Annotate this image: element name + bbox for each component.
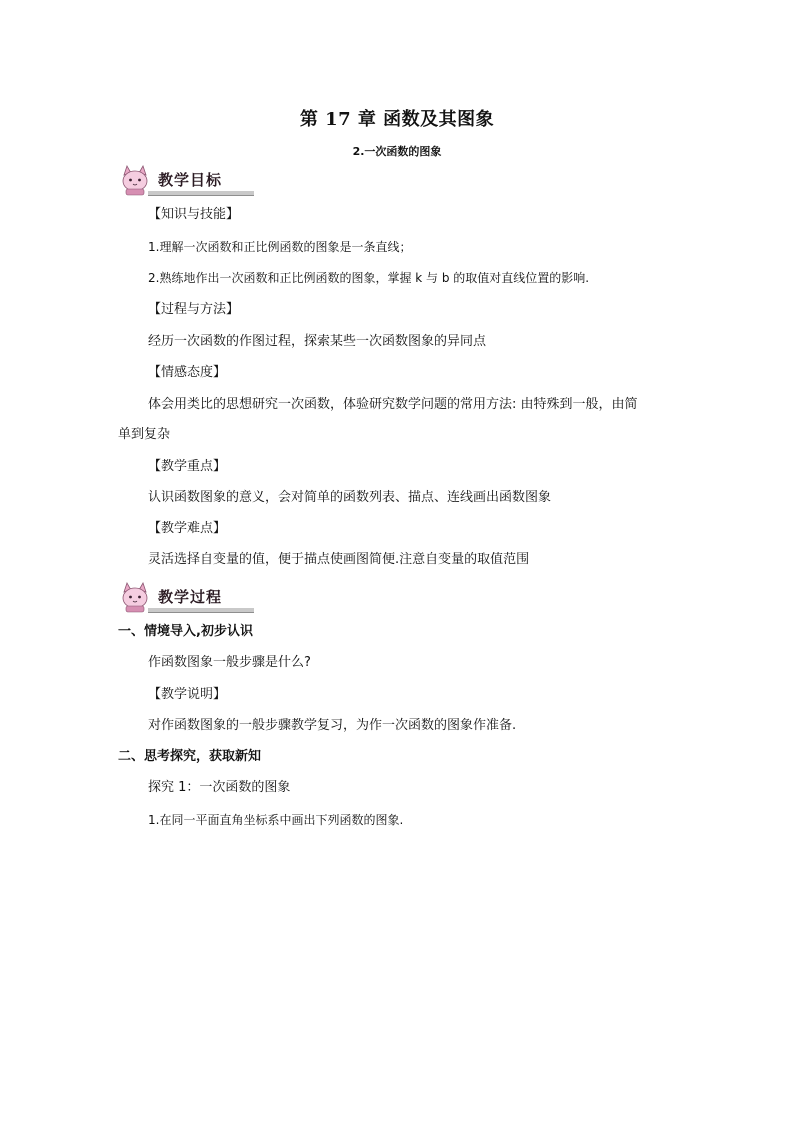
heading-underline bbox=[148, 608, 254, 613]
difficulty-item-1: 灵活选择自变量的值，便于描点使画图简便.注意自变量的取值范围 bbox=[148, 552, 530, 567]
knowledge-item-1: 1.理解一次函数和正比例函数的图象是一条直线； bbox=[148, 240, 412, 254]
part-1-question: 作函数图象一般步骤是什么? bbox=[148, 655, 311, 670]
part-1-heading: 一、情境导入,初步认识 bbox=[118, 624, 253, 639]
section-heading-text: 教学目标 bbox=[158, 171, 223, 189]
knowledge-item-2: 2.熟练地作出一次函数和正比例函数的图象，掌握 k 与 b 的取值对直线位置的影响. bbox=[148, 271, 590, 285]
key-label: 【教学重点】 bbox=[148, 459, 227, 474]
chapter-title: 第 17 章 函数及其图象 bbox=[299, 109, 495, 130]
section-heading-process bbox=[116, 580, 246, 616]
note-item-1: 对作函数图象的一般步骤教学复习，为作一次函数的图象作准备. bbox=[148, 718, 517, 733]
difficulty-label: 【教学难点】 bbox=[148, 521, 227, 536]
process-label: 【过程与方法】 bbox=[148, 302, 240, 317]
part-2-heading: 二、思考探究，获取新知 bbox=[118, 749, 262, 764]
process-item-1: 经历一次函数的作图过程，探索某些一次函数图象的异同点 bbox=[148, 334, 487, 349]
pink-cat-mascot-icon bbox=[118, 163, 152, 197]
note-label: 【教学说明】 bbox=[148, 687, 227, 702]
emotion-label: 【情感态度】 bbox=[148, 365, 227, 380]
explore-1-heading: 探究 1：一次函数的图象 bbox=[148, 780, 291, 795]
section-heading-text: 教学过程 bbox=[158, 588, 223, 606]
lesson-subtitle: 2.一次函数的图象 bbox=[352, 145, 442, 158]
key-item-1: 认识函数图象的意义，会对简单的函数列表、描点、连线画出函数图象 bbox=[148, 490, 552, 505]
emotion-item-line-1: 体会用类比的思想研究一次函数，体验研究数学问题的常用方法: 由特殊到一般，由简 bbox=[148, 397, 638, 412]
explore-1-item: 1.在同一平面直角坐标系中画出下列函数的图象. bbox=[148, 813, 404, 827]
pink-cat-mascot-icon bbox=[118, 580, 152, 614]
knowledge-label: 【知识与技能】 bbox=[148, 207, 240, 222]
heading-underline bbox=[148, 191, 254, 196]
emotion-item-line-2: 单到复杂 bbox=[118, 427, 171, 442]
section-heading-objectives bbox=[116, 163, 246, 199]
